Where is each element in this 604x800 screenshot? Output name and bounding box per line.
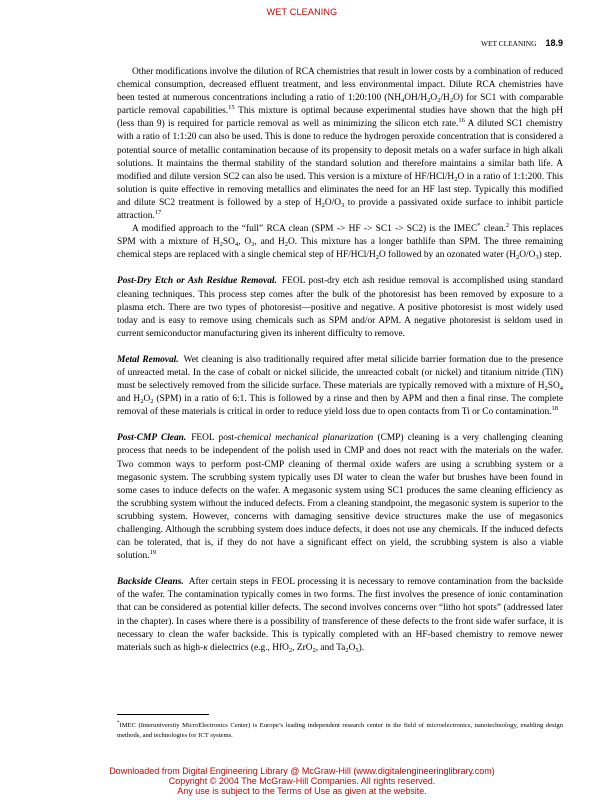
page-number: 18.9 bbox=[545, 38, 563, 48]
subscript: 4 bbox=[234, 241, 239, 249]
text-run: , O bbox=[238, 237, 252, 248]
paragraph-imec-clean bbox=[117, 223, 563, 262]
paragraph-dilute-rca bbox=[117, 66, 563, 223]
text-run: dielectrics (e.g., HfO bbox=[207, 642, 289, 653]
subscript: 5 bbox=[355, 646, 359, 654]
text-run: ). bbox=[358, 642, 365, 653]
subscript: 3 bbox=[251, 241, 255, 249]
text-run: to provide a passivated oxide surface to inhibit particle attraction. bbox=[117, 197, 563, 222]
text-run: This mixture is optimal because experimental studies have shown that the high pH (less than 9) is required for particle removal as well as minimizing the silicon etch rate. bbox=[117, 106, 564, 130]
text-run: O. This mixture has a longer bathlife than SPM. The three remaining chemical steps are replaced with a single chemical step of HF/HCl/H bbox=[117, 237, 563, 261]
section-lead-backside-cleans: Backside Cleans. bbox=[117, 577, 184, 588]
download-notice-line2: Copyright © 2004 The McGraw-Hill Companies. All rights reserved. bbox=[168, 776, 436, 787]
section-lead-post-dry-etch: Post-Dry Etch or Ash Residue Removal. bbox=[117, 276, 277, 287]
subscript: 2 bbox=[288, 646, 293, 654]
text-run: O/O bbox=[324, 197, 341, 208]
text-run: O bbox=[348, 642, 356, 653]
italic-symbol: κ bbox=[203, 642, 208, 653]
text-run: and H bbox=[117, 394, 141, 405]
paragraph-backside-cleans bbox=[117, 576, 563, 655]
footnote-marker: * bbox=[477, 222, 481, 230]
text-run: FEOL post- bbox=[191, 433, 238, 444]
subscript: 2 bbox=[345, 646, 349, 654]
reference-superscript: 16 bbox=[458, 117, 465, 125]
subscript: 2 bbox=[449, 97, 454, 105]
paragraph-metal-removal bbox=[117, 354, 563, 419]
text-run: (SPM) in a ratio of 6:1. This is followed by a rinse and then by APM and then a final rinse. The complete removal of these materials is critical in order to reduce yield loss due to open contacts from Ti or Co contamination. bbox=[117, 394, 563, 418]
text-run: O bbox=[430, 93, 438, 104]
subscript: 2 bbox=[437, 97, 441, 105]
text-run: O/O bbox=[519, 250, 536, 261]
text-run: SO bbox=[222, 237, 235, 248]
subscript: 2 bbox=[515, 254, 520, 262]
footnote-mark: * bbox=[117, 721, 120, 726]
subscript: 4 bbox=[559, 385, 563, 393]
text-run: , and H bbox=[254, 237, 285, 248]
italic-term: chemical mechanical planarization bbox=[237, 433, 374, 444]
subscript: 2 bbox=[312, 646, 316, 654]
reference-superscript: 17 bbox=[154, 209, 162, 217]
footnote-rule bbox=[117, 714, 209, 715]
download-notice-line1: Downloaded from Digital Engineering Library @ McGraw-Hill (www.digitalengineeringlibrary.com) bbox=[109, 766, 495, 776]
text-run: A diluted SC1 chemistry with a ratio of 1:1:20 can also be used. This is done to reduce the hydrogen peroxide concentration that is considered a potential source of metallic contamination because of its propensity to deposit metals on a wafer surface in high alkali solutions. It maintains the thermal stability of the standard solution and therefore maintains a similar bath life. A modified and dilute version SC2 can also be used. This version is a mixture of HF/HCl/H bbox=[117, 119, 563, 182]
subscript: 2 bbox=[427, 97, 431, 105]
text-run: Other modifications involve the dilution of RCA chemistries that result in lower costs by a combination of reduced chemical consumption, decreased effluent treatment, and less environmental impact. Dilute RCA chemistries have been tested at numerous concentrations including a ratio of 1:20:100 (NH bbox=[117, 67, 563, 104]
subscript: 3 bbox=[341, 201, 345, 209]
reference-superscript: 19 bbox=[149, 549, 157, 557]
text-run: clean. bbox=[480, 224, 506, 235]
paragraph-post-cmp bbox=[117, 432, 563, 563]
download-notice bbox=[0, 766, 604, 797]
text-run: This replaces SPM with a mixture of H bbox=[117, 224, 564, 248]
subscript: 4 bbox=[400, 97, 405, 105]
subscript: 2 bbox=[454, 175, 458, 183]
subscript: 2 bbox=[140, 398, 144, 406]
text-run: , and Ta bbox=[315, 642, 346, 653]
footnote-text: IMEC (Interuniversity MicroElectronics Center) is Europe’s leading independent research center in the field of microelectronics, nanotechnology, enabling design methods, and technologies for ICT systems. bbox=[117, 722, 563, 739]
subscript: 2 bbox=[150, 398, 154, 406]
reference-superscript: 15 bbox=[228, 104, 235, 112]
download-notice-line3: Any use is subject to the Terms of Use as given at the website. bbox=[177, 786, 427, 797]
paragraph-post-dry-etch bbox=[117, 275, 563, 340]
subscript: 2 bbox=[375, 254, 380, 262]
text-run: FEOL post-dry etch ash residue removal is accomplished using standard cleaning techniques. This process step comes after the bulk of the photoresist has been removed by exposure to a plasma etch. There are two types of photoresist—positive and negative. A positive photoresist is most widely used today and is easy to remove using chemicals such as SPM and/or APM. A negative photoresist is seldom used in current semiconductor manufacturing given its inherent difficulty to remove. bbox=[117, 276, 564, 339]
text-run: O bbox=[143, 394, 151, 405]
body-text bbox=[117, 66, 563, 655]
text-run: O in a ratio of 1:1:200. This solution is quite effective in removing metallics and eliminates the need for an HF last step. Typically this modified and dilute SC2 treatment is followed by a step of H bbox=[117, 171, 564, 208]
subscript: 3 bbox=[535, 254, 539, 262]
section-lead-metal-removal: Metal Removal. bbox=[117, 354, 179, 365]
text-run: ) step. bbox=[538, 250, 562, 261]
text-run: O followed by an ozonated water (H bbox=[379, 250, 516, 261]
reference-superscript: 18 bbox=[551, 405, 559, 413]
footnote bbox=[117, 721, 563, 741]
text-run: A modified approach to the “full” RCA clean (SPM -> HF -> SC1 -> SC2) is the IMEC bbox=[132, 224, 478, 235]
section-lead-post-cmp: Post-CMP Clean. bbox=[117, 433, 187, 444]
text-run: OH/H bbox=[404, 93, 428, 104]
text-run: /H bbox=[440, 93, 450, 104]
text-run: After certain steps in FEOL processing it is necessary to remove contamination from the backside of the wafer. The contamination typically comes in two forms. The first involves the presence of ionic contamination that can be considered as potential killer defects. The second involves concerns over “litho hot spots” (addressed later in the chapter). In cases where there is a possibility of transference of these defects to the front side wafer surface, it is necessary to clean the wafer backside. This is typically completed with an HF-based chemistry to remove newer materials such as high- bbox=[117, 577, 563, 653]
running-head bbox=[481, 38, 563, 48]
subscript: 2 bbox=[544, 385, 548, 393]
running-head-section: WET CLEANING bbox=[480, 39, 537, 48]
text-run: SO bbox=[547, 381, 560, 392]
top-banner: WET CLEANING bbox=[266, 7, 338, 17]
text-run: , ZrO bbox=[292, 642, 313, 653]
subscript: 2 bbox=[284, 241, 289, 249]
text-run: O) for SC1 with comparable particle removal capabilities. bbox=[117, 93, 564, 117]
reference-superscript: 2 bbox=[505, 222, 510, 230]
subscript: 2 bbox=[321, 201, 325, 209]
text-run: Wet cleaning is also traditionally required after metal silicide barrier formation due to the presence of unreacted metal. In the case of cobalt or nickel silicide, the unreacted cobalt (or nickel) and titanium nitride (TiN) must be selectively removed from the silicide surface. These materials are typically removed with a mixture of H bbox=[117, 354, 563, 392]
text-run: (CMP) cleaning is a very challenging cleaning process that needs to be independent of the polish used in CMP and does not react with the materials on the wafer. Two common ways to perform post-CMP cleaning of thermal oxide wafers are using a scrubbing system or a megasonic system. The scrubbing system typically uses DI water to clean the wafer but brushes have been found in some cases to induce defects on the wafer. A megasonic system using SC1 produces the same cleaning efficiency as the scrubbing system without the induced defects. From a cleaning standpoint, the megasonic system is superior to the scrubbing system. However, concerns with damaging sensitive device structures make the use of megasonics challenging. Although the scrubbing system does induce defects, it does not use any chemicals. If the induced defects can be tolerated, that is, if they do not have a significant effect on yield, the scrubbing system is also a viable solution. bbox=[117, 433, 563, 562]
subscript: 2 bbox=[219, 241, 223, 249]
